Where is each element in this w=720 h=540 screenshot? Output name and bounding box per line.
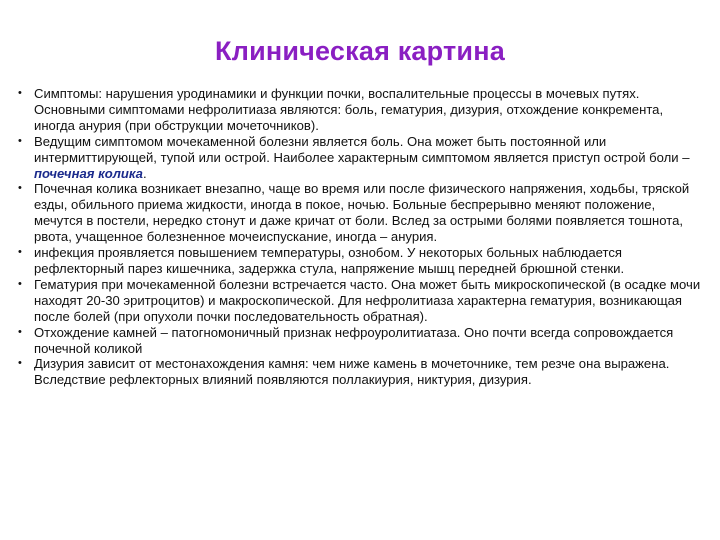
list-item-text: Дизурия зависит от местонахождения камня: чем ниже камень в мочеточнике, тем резче она выражена. Вследствие рефлекторных влияний появляются поллакиурия, никтурия, дизурия. [34, 356, 670, 388]
list-item [16, 356, 706, 388]
list-item-text: Почечная колика возникает внезапно, чаще во время или после физического напряжения, ходьбы, тряской езды, обильного приема жидкости, иногда в покое, ночью. Больные беспрерывно меняют положение, мечутся в постели, нередко стонут и даже кричат от боли. Вслед за острыми болями появляется тошнота, рвота, учащенное болезненное мочеиспускание, иногда – анурия. [34, 181, 690, 245]
list-item [16, 134, 706, 182]
bullet-icon: • [18, 357, 22, 370]
bullet-list [16, 86, 706, 388]
list-item [16, 86, 706, 134]
list-item [16, 181, 706, 245]
list-item [16, 277, 706, 325]
bullet-icon: • [18, 277, 22, 290]
emphasis-text: почечная колика [34, 165, 143, 181]
list-item-text: инфекция проявляется повышением температуры, ознобом. У некоторых больных наблюдается рефлекторный парез кишечника, задержка стула, напряжение мышц передней брюшной стенки. [34, 245, 625, 276]
list-item-text-end: . [142, 165, 147, 181]
list-item-text: Симптомы: нарушения уродинамики и функции почки, воспалительные процессы в мочевых путях. Основными симптомами нефролитиаза являются: боль, гематурия, дизурия, отхождение конкремента, иногда анурия (при обструкции мочеточников). [34, 86, 664, 133]
bullet-icon: • [18, 325, 22, 338]
bullet-icon: • [18, 246, 22, 259]
bullet-icon: • [18, 87, 22, 99]
bullet-icon: • [18, 182, 22, 195]
bullet-icon: • [18, 134, 22, 147]
list-item [16, 245, 706, 277]
slide-title: Клиническая картина [215, 36, 505, 66]
list-item-text: Гематурия при мочекаменной болезни встречается часто. Она может быть микроскопической (в осадке мочи находят 20-30 эритроцитов) и макроскопической. Для нефролитиаза характерна гематурия, возникающая после болей (при опухоли почки последовательность обратная). [34, 276, 701, 324]
list-item-text: Отхождение камней – патогномоничный признак нефроуролитиатаза. Оно почти всегда сопровождается почечной коликой [34, 324, 674, 356]
list-item [16, 325, 706, 357]
list-item-text: Ведущим симптомом мочекаменной болезни является боль. Она может быть постоянной или интермиттирующей, тупой или острой. Наиболее характерным симптомом является приступ острой боли – [34, 133, 690, 165]
